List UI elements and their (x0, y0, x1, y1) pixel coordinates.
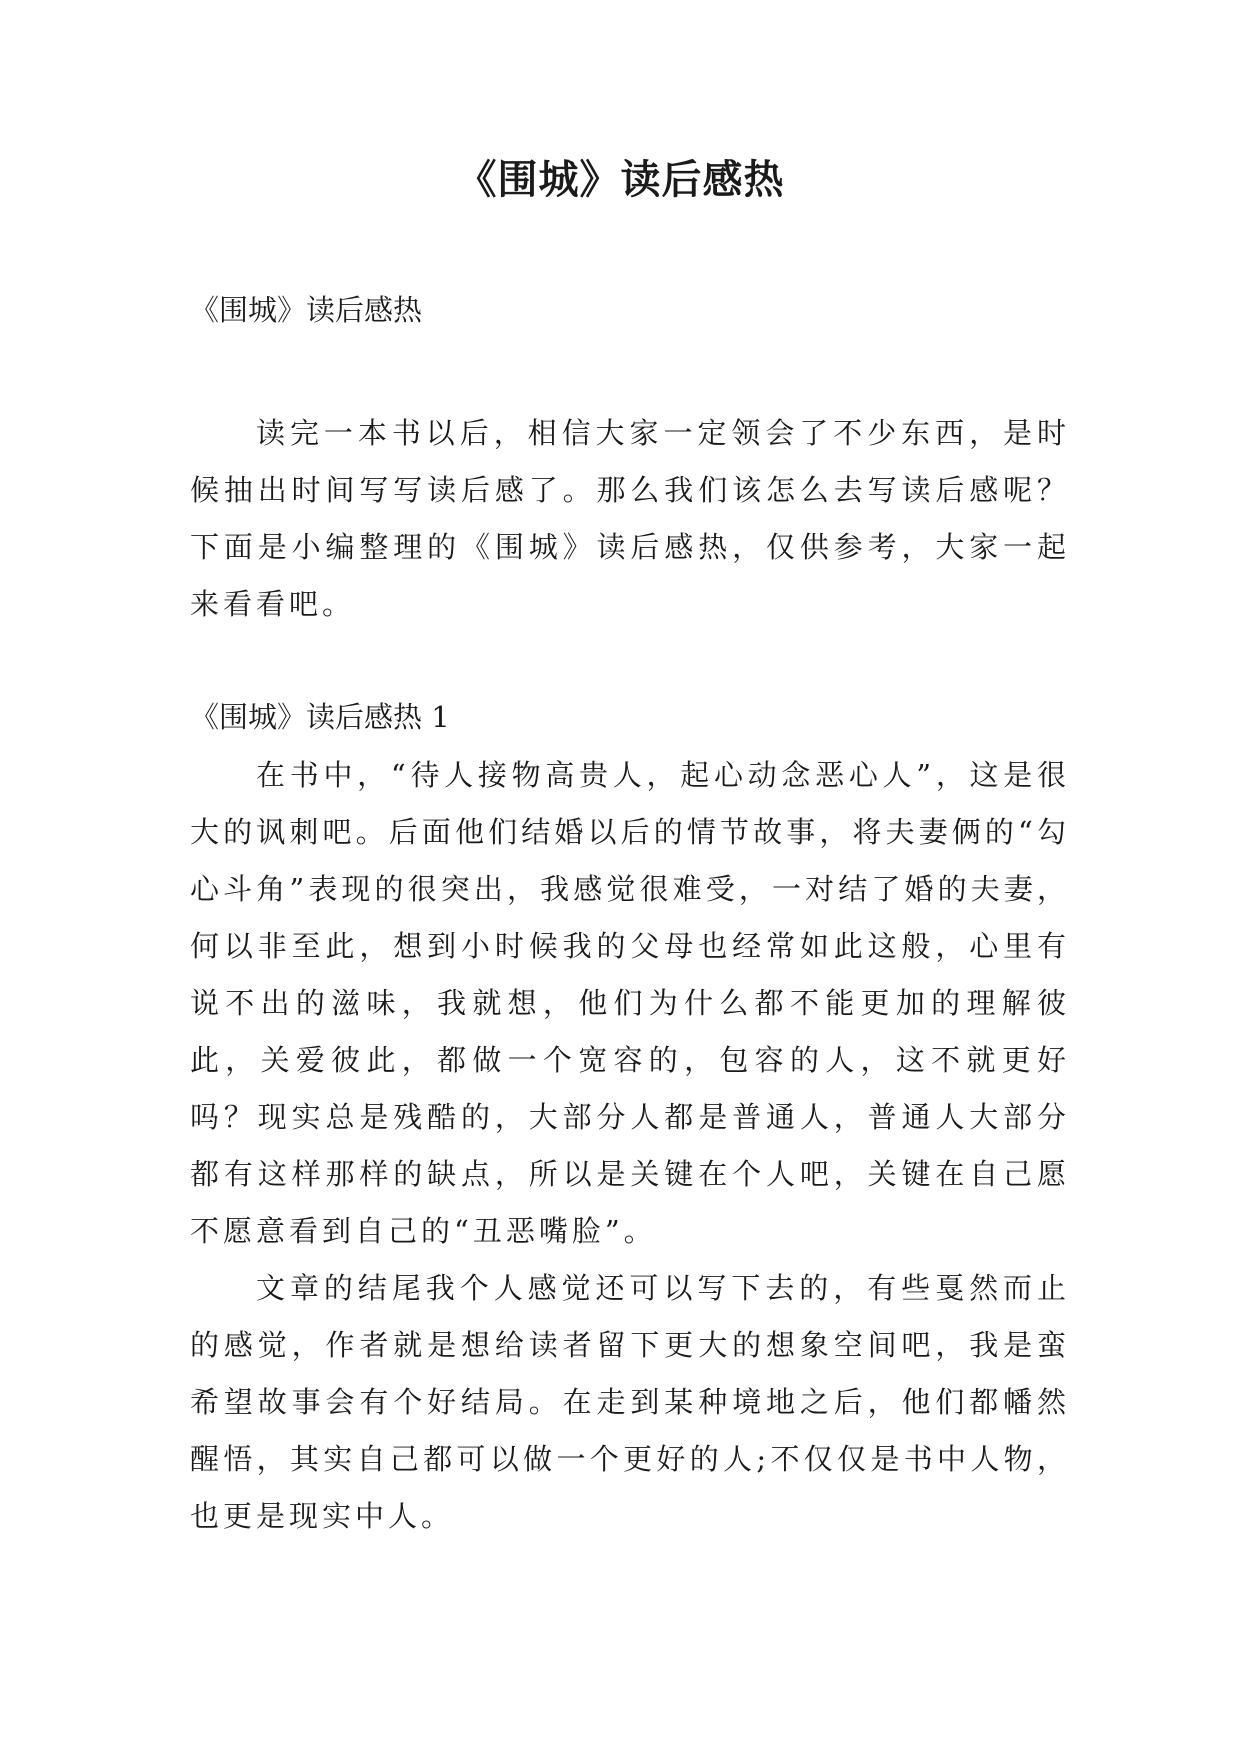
document-subtitle: 《围城》读后感热 (190, 293, 423, 327)
document-title: 《围城》读后感热 (456, 157, 785, 203)
body-paragraph: 文章的结尾我个人感觉还可以写下去的，有些戛然而止的感觉，作者就是想给读者留下更大的想象空间吧，我是蛮希望故事会有个好结局。在走到某种境地之后，他们都幡然醒悟，其实自己都可以做一个更好的人;不仅仅是书中人物，也更是现实中人。 (190, 1271, 1070, 1533)
section-body (190, 747, 1070, 1545)
section-heading: 《围城》读后感热 1 (190, 700, 450, 734)
body-paragraph: 在书中，“待人接物高贵人，起心动念恶心人”，这是很大的讽刺吧。后面他们结婚以后的情节故事，将夫妻俩的“勾心斗角”表现的很突出，我感觉很难受，一对结了婚的夫妻，何以非至此，想到小时候我的父母也经常如此这般，心里有说不出的滋味，我就想，他们为什么都不能更加的理解彼此，关爱彼此，都做一个宽容的，包容的人，这不就更好吗？现实总是残酷的，大部分人都是普通人，普通人大部分都有这样那样的缺点，所以是关键在个人吧，关键在自己愿不愿意看到自己的“丑恶嘴脸”。 (190, 758, 1070, 1248)
intro-paragraph: 读完一本书以后，相信大家一定领会了不少东西，是时候抽出时间写写读后感了。那么我们该怎么去写读后感呢？下面是小编整理的《围城》读后感热，仅供参考，大家一起来看看吧。 (190, 416, 1070, 621)
